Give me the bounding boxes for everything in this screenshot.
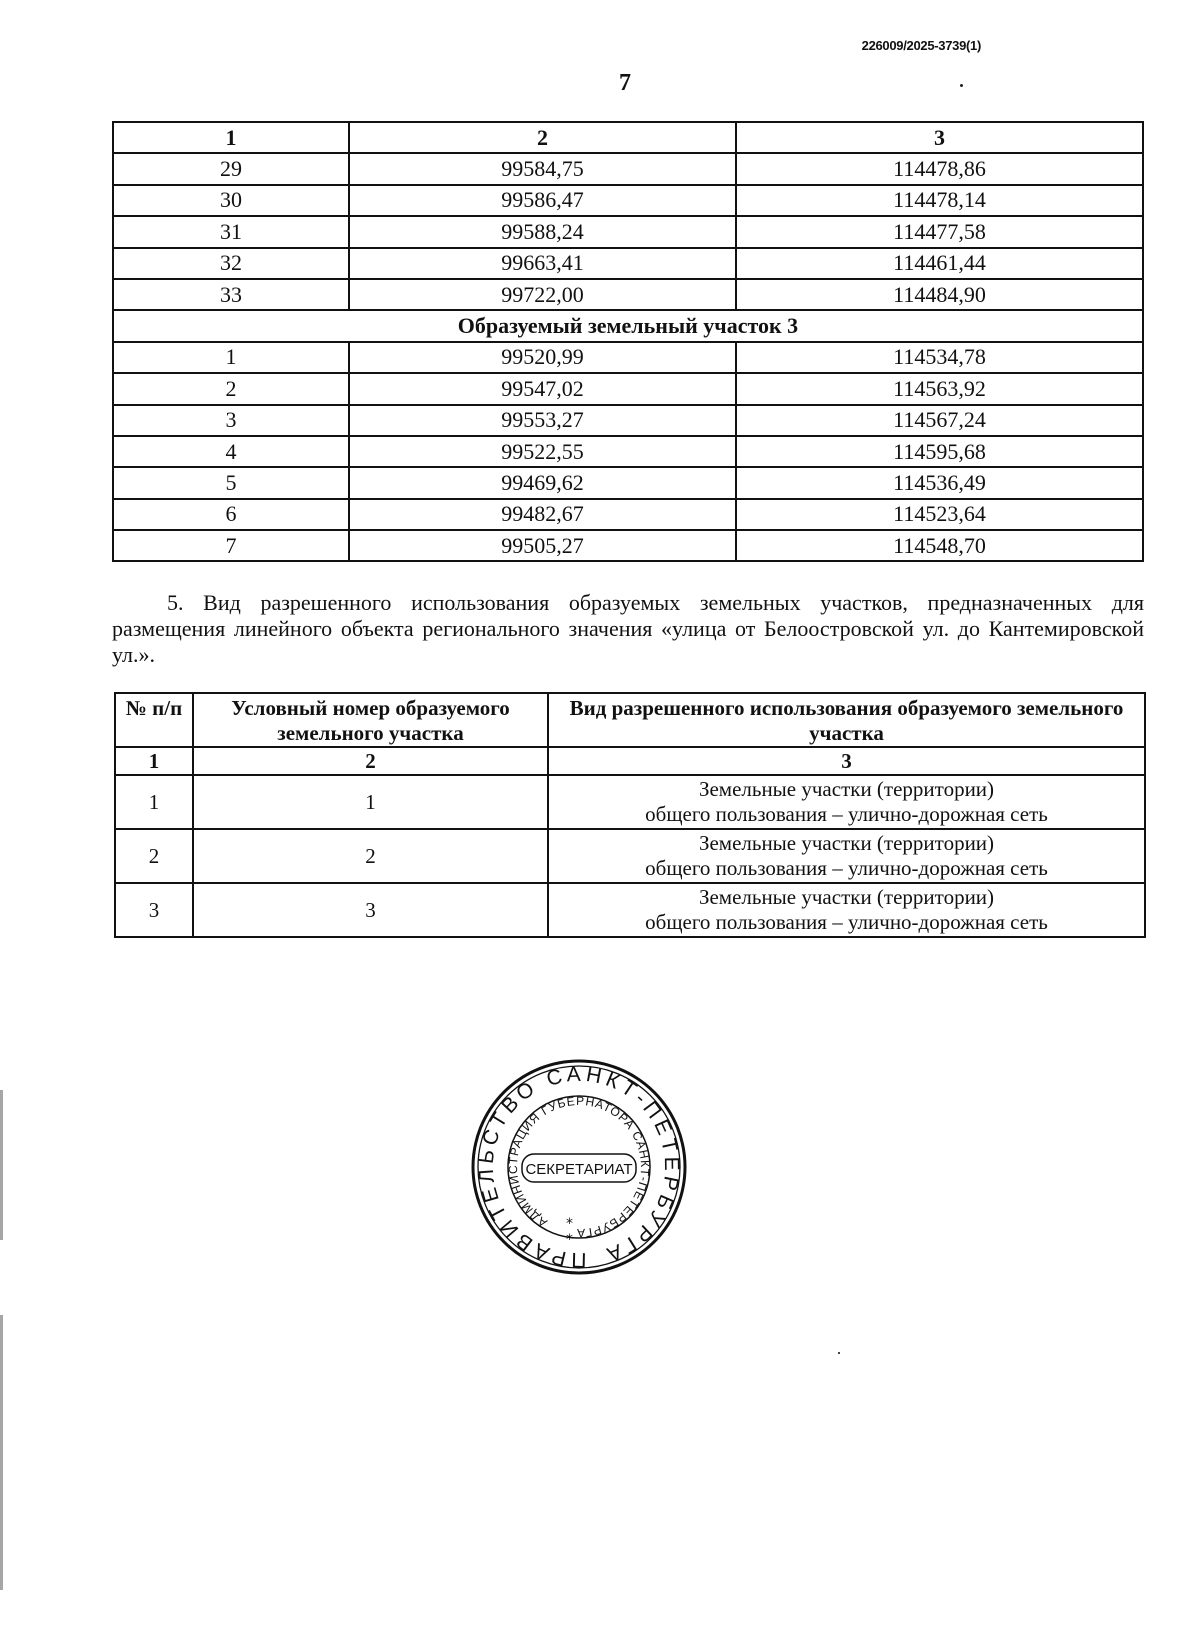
table-row: [113, 499, 1143, 530]
permitted-use-cell: [548, 883, 1145, 937]
scan-dot: [960, 84, 963, 87]
seal-star-icon: *: [566, 1216, 573, 1232]
scan-edge-mark: [0, 1090, 3, 1590]
point-number-cell: 6: [113, 499, 349, 530]
x-coordinate-cell: 99469,62: [349, 467, 736, 498]
index-cell: 2: [193, 747, 548, 775]
permitted-use-line: Земельные участки (территории): [698, 885, 995, 909]
section-row: [113, 310, 1143, 341]
point-number-cell: 31: [113, 216, 349, 247]
row-number-cell: 1: [115, 775, 193, 829]
table-row: [115, 775, 1145, 829]
y-coordinate-cell: 114595,68: [736, 436, 1143, 467]
coord-header-cell: 2: [349, 122, 736, 153]
table-row: [113, 185, 1143, 216]
table-row: [113, 342, 1143, 373]
table-row: [115, 829, 1145, 883]
section-5-paragraph: 5. Вид разрешенного использования образуемых земельных участков, предназначенных для размещения линейного объекта регионального значения «улица от Белоостровской ул. до Кантемировской ул.».: [112, 590, 1144, 667]
use-table-header-row: [115, 693, 1145, 747]
table-row: [113, 405, 1143, 436]
permitted-use-line: общего пользования – улично-дорожная сеть: [645, 802, 1048, 826]
point-number-cell: 5: [113, 467, 349, 498]
y-coordinate-cell: 114478,86: [736, 153, 1143, 184]
permitted-use-line: общего пользования – улично-дорожная сеть: [645, 856, 1048, 880]
index-cell: 3: [548, 747, 1145, 775]
point-number-cell: 7: [113, 530, 349, 561]
x-coordinate-cell: 99482,67: [349, 499, 736, 530]
document-registration-number: 226009/2025-3739(1): [861, 38, 981, 53]
table-row: [113, 467, 1143, 498]
use-table-index-row: [115, 747, 1145, 775]
point-number-cell: 3: [113, 405, 349, 436]
x-coordinate-cell: 99588,24: [349, 216, 736, 247]
seal-outer-text: ПРАВИТЕЛЬСТВО САНКТ-ПЕТЕРБУРГА: [474, 1062, 684, 1272]
x-coordinate-cell: 99663,41: [349, 248, 736, 279]
plot-number-cell: 2: [193, 829, 548, 883]
index-cell: 1: [115, 747, 193, 775]
table-row: [113, 248, 1143, 279]
seal-center-text: СЕКРЕТАРИАТ: [525, 1161, 633, 1178]
x-coordinate-cell: 99584,75: [349, 153, 736, 184]
plot-number-cell: 1: [193, 775, 548, 829]
x-coordinate-cell: 99553,27: [349, 405, 736, 436]
x-coordinate-cell: 99520,99: [349, 342, 736, 373]
y-coordinate-cell: 114461,44: [736, 248, 1143, 279]
x-coordinate-cell: 99547,02: [349, 373, 736, 404]
coord-header-cell: 1: [113, 122, 349, 153]
permitted-use-line: общего пользования – улично-дорожная сеть: [645, 910, 1048, 934]
permitted-use-line: Земельные участки (территории): [698, 777, 995, 801]
permitted-use-line: Земельные участки (территории): [698, 831, 995, 855]
row-number-cell: 2: [115, 829, 193, 883]
y-coordinate-cell: 114548,70: [736, 530, 1143, 561]
point-number-cell: 32: [113, 248, 349, 279]
permitted-use-cell: [548, 829, 1145, 883]
section-title-cell: Образуемый земельный участок 3: [113, 310, 1143, 341]
table-row: [113, 216, 1143, 247]
seal-inner-text: АДМИНИСТРАЦИЯ ГУБЕРНАТОРА САНКТ-ПЕТЕРБУРГА: [505, 1093, 653, 1241]
permitted-use-table: [114, 692, 1146, 938]
plot-number-cell: 3: [193, 883, 548, 937]
point-number-cell: 29: [113, 153, 349, 184]
header-number: № п/п: [115, 693, 193, 747]
y-coordinate-cell: 114477,58: [736, 216, 1143, 247]
x-coordinate-cell: 99505,27: [349, 530, 736, 561]
y-coordinate-cell: 114534,78: [736, 342, 1143, 373]
point-number-cell: 30: [113, 185, 349, 216]
table-row: [113, 530, 1143, 561]
y-coordinate-cell: 114523,64: [736, 499, 1143, 530]
seal-star-icon: *: [566, 1232, 573, 1248]
y-coordinate-cell: 114536,49: [736, 467, 1143, 498]
header-permitted-use: Вид разрешенного использования образуемого земельного участка: [548, 693, 1145, 747]
coord-header-row: [113, 122, 1143, 153]
y-coordinate-cell: 114478,14: [736, 185, 1143, 216]
seal-graphic: [470, 1058, 688, 1276]
y-coordinate-cell: 114567,24: [736, 405, 1143, 436]
x-coordinate-cell: 99522,55: [349, 436, 736, 467]
table-row: [113, 436, 1143, 467]
table-row: [115, 883, 1145, 937]
coord-header-cell: 3: [736, 122, 1143, 153]
page-number: 7: [619, 70, 631, 96]
x-coordinate-cell: 99586,47: [349, 185, 736, 216]
table-row: [113, 279, 1143, 310]
header-plot-number: Условный номер образуемого земельного участка: [193, 693, 548, 747]
y-coordinate-cell: 114484,90: [736, 279, 1143, 310]
point-number-cell: 2: [113, 373, 349, 404]
point-number-cell: 33: [113, 279, 349, 310]
table-row: [113, 153, 1143, 184]
coordinates-table: [112, 121, 1144, 562]
row-number-cell: 3: [115, 883, 193, 937]
official-seal-stamp: [470, 1058, 688, 1276]
permitted-use-cell: [548, 775, 1145, 829]
x-coordinate-cell: 99722,00: [349, 279, 736, 310]
point-number-cell: 1: [113, 342, 349, 373]
point-number-cell: 4: [113, 436, 349, 467]
y-coordinate-cell: 114563,92: [736, 373, 1143, 404]
table-row: [113, 373, 1143, 404]
scan-dust: [838, 1352, 840, 1354]
